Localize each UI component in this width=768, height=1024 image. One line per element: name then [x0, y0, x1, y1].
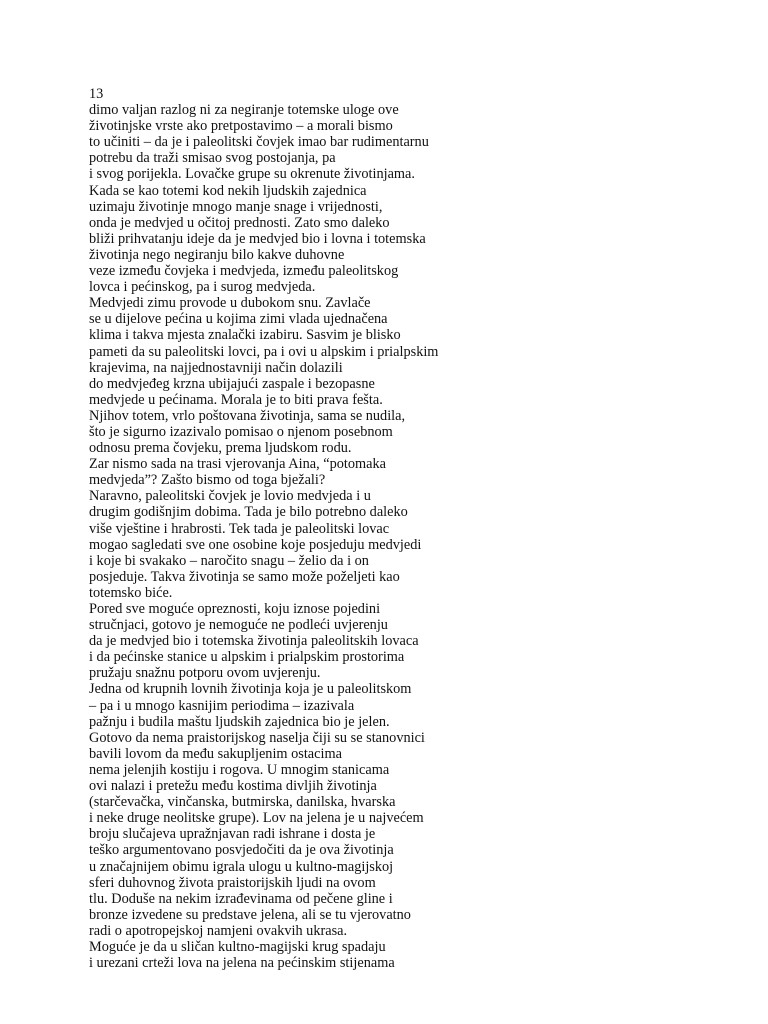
text-line: sferi duhovnog života praistorijskih ljudi na ovom	[89, 874, 376, 891]
text-line: drugim godišnjim dobima. Tada je bilo potrebno daleko	[89, 504, 408, 521]
text-line: bronze izvedene su predstave jelena, ali se tu vjerovatno	[89, 906, 411, 923]
text-line: veze između čovjeka i medvjeda, između paleolitskog	[89, 263, 399, 280]
text-line: bliži prihvatanju ideje da je medvjed bio i lovna i totemska	[89, 230, 426, 247]
text-line: Medvjedi zimu provode u dubokom snu. Zavlače	[89, 295, 371, 312]
text-line: (starčevačka, vinčanska, butmirska, danilska, hvarska	[89, 794, 396, 811]
text-line: pameti da su paleolitski lovci, pa i ovi u alpskim i prialpskim	[89, 343, 439, 360]
text-line: Gotovo da nema praistorijskog naselja čiji su se stanovnici	[89, 729, 425, 746]
text-line: životinja nego negiranju bilo kakve duhovne	[89, 246, 345, 263]
text-line: – pa i u mnogo kasnijim periodima – izazivala	[89, 697, 355, 714]
text-line: odnosu prema čovjeku, prema ljudskom rodu.	[89, 440, 352, 457]
text-line: Kada se kao totemi kod nekih ljudskih zajednica	[89, 182, 367, 199]
text-line: broju slučajeva upražnjavan radi ishrane i dosta je	[89, 826, 376, 843]
text-line: klima i takva mjesta znalački izabiru. Sasvim je blisko	[89, 327, 401, 344]
text-line: da je medvjed bio i totemska životinja paleolitskih lovaca	[89, 633, 419, 650]
text-line: ovi nalazi i pretežu među kostima divljih životinja	[89, 778, 377, 795]
text-line: krajevima, na najjednostavniji način dolazili	[89, 359, 343, 376]
text-line: medvjede u pećinama. Morala je to biti prava fešta.	[89, 391, 383, 408]
text-line: tlu. Doduše na nekim izrađevinama od pečene gline i	[89, 890, 393, 907]
text-line: što je sigurno izazivalo pomisao o njenom posebnom	[89, 423, 393, 440]
text-line: Njihov totem, vrlo poštovana životinja, sama se nudila,	[89, 407, 406, 424]
text-line: stručnjaci, gotovo je nemoguće ne podleći uvjerenju	[89, 617, 388, 634]
text-line: i urezani crteži lova na jelena na pećinskim stijenama	[89, 955, 395, 972]
text-line: do medvjeđeg krzna ubijajući zaspale i bezopasne	[89, 375, 375, 392]
text-line: Jedna od krupnih lovnih životinja koja je u paleolitskom	[89, 681, 412, 698]
text-line: onda je medvjed u očitoj prednosti. Zato smo daleko	[89, 214, 390, 231]
text-line: i neke druge neolitske grupe). Lov na jelena je u najvećem	[89, 810, 424, 827]
text-line: uzimaju životinje mnogo manje snage i vrijednosti,	[89, 198, 383, 215]
text-line: Zar nismo sada na trasi vjerovanja Aina, “potomaka	[89, 456, 386, 473]
page-number: 13	[89, 86, 104, 102]
text-line: dimo valjan razlog ni za negiranje totemske uloge ove	[89, 102, 399, 119]
text-line: lovca i pećinskog, pa i surog medvjeda.	[89, 279, 316, 296]
text-line: i da pećinske stanice u alpskim i prialpskim prostorima	[89, 649, 405, 666]
text-line: totemsko biće.	[89, 584, 173, 601]
text-line: u značajnijem obimu igrala ulogu u kultno-magijskoj	[89, 858, 394, 875]
text-line: to učiniti – da je i paleolitski čovjek imao bar rudimentarnu	[89, 134, 429, 151]
text-line: bavili lovom da među sakupljenim ostacima	[89, 745, 342, 762]
text-line: nema jelenjih kostiju i rogova. U mnogim stanicama	[89, 761, 390, 778]
text-line: i svog porijekla. Lovačke grupe su okrenute životinjama.	[89, 166, 415, 183]
text-line: Moguće je da u sličan kultno-magijski krug spadaju	[89, 938, 386, 955]
text-line: više vještine i hrabrosti. Tek tada je paleolitski lovac	[89, 520, 390, 537]
text-line: i koje bi svakako – naročito snagu – želio da i on	[89, 552, 369, 569]
text-line: se u dijelove pećina u kojima zimi vlada ujednačena	[89, 311, 388, 328]
text-line: životinjske vrste ako pretpostavimo – a morali bismo	[89, 118, 393, 135]
text-line: pružaju snažnu potporu ovom uvjerenju.	[89, 665, 321, 682]
text-line: teško argumentovano posvjedočiti da je ova životinja	[89, 842, 394, 859]
text-line: posjeduje. Takva životinja se samo može poželjeti kao	[89, 568, 400, 585]
body-text	[89, 86, 489, 971]
text-line: potrebu da traži smisao svog postojanja, pa	[89, 150, 336, 167]
text-line: radi o apotropejskoj namjeni ovakvih ukrasa.	[89, 922, 348, 939]
text-line: Naravno, paleolitski čovjek je lovio medvjeda i u	[89, 488, 371, 505]
text-line: mogao sagledati sve one osobine koje posjeduju medvjedi	[89, 536, 422, 553]
text-line: pažnju i budila maštu ljudskih zajednica bio je jelen.	[89, 713, 390, 730]
text-line: Pored sve moguće opreznosti, koju iznose pojedini	[89, 601, 381, 617]
text-line: medvjeda”? Zašto bismo od toga bježali?	[89, 472, 326, 489]
